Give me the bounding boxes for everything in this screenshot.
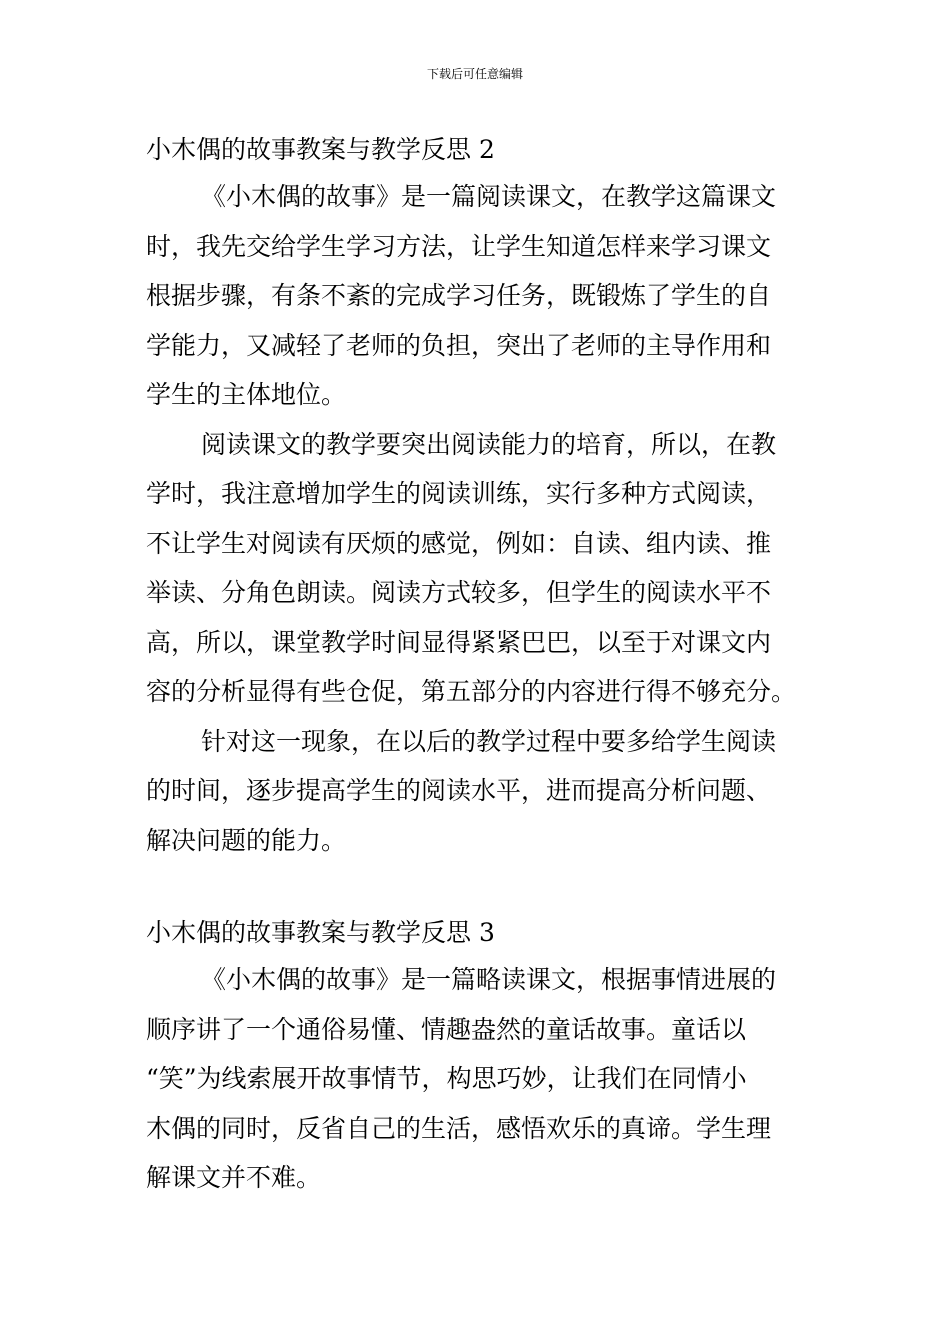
paragraph-4 bbox=[146, 955, 806, 1203]
paragraph-line: 解决问题的能力。 bbox=[146, 825, 347, 855]
paragraph-line: 阅读课文的教学要突出阅读能力的培育，所以，在教 bbox=[201, 429, 777, 459]
section-2 bbox=[146, 911, 806, 1203]
paragraph-3 bbox=[146, 717, 806, 866]
paragraph-line: 解课文并不难。 bbox=[146, 1163, 322, 1192]
paragraph-line: 不让学生对阅读有厌烦的感觉，例如：自读、组内读、推 bbox=[146, 528, 772, 558]
paragraph-line: 《小木偶的故事》是一篇略读课文，根据事情进展的 bbox=[201, 965, 777, 994]
paragraph-line: 木偶的同时，反省自己的生活，感悟欢乐的真谛。学生理 bbox=[146, 1113, 772, 1143]
paragraph-line: 举读、分角色朗读。阅读方式较多，但学生的阅读水平不 bbox=[146, 578, 772, 607]
section-gap bbox=[146, 865, 806, 911]
paragraph-line: 时，我先交给学生学习方法，让学生知道怎样来学习课文 bbox=[146, 231, 772, 261]
section-title: 小木偶的故事教案与教学反思 3 bbox=[146, 918, 495, 947]
section-title: 小木偶的故事教案与教学反思 2 bbox=[146, 135, 495, 164]
paragraph-line: 顺序讲了一个通俗易懂、情趣盎然的童话故事。童话以 bbox=[146, 1014, 747, 1044]
paragraph-line: 学时，我注意增加学生的阅读训练，实行多种方式阅读， bbox=[146, 479, 772, 508]
section-1 bbox=[146, 128, 806, 865]
paragraph-2 bbox=[146, 420, 806, 717]
paragraph-line: 学生的主体地位。 bbox=[146, 380, 347, 409]
paragraph-1 bbox=[146, 172, 806, 420]
paragraph-line: 《小木偶的故事》是一篇阅读课文，在教学这篇课文 bbox=[201, 182, 777, 211]
document-body bbox=[146, 128, 806, 1203]
paragraph-line: “笑”为线索展开故事情节，构思巧妙，让我们在同情小 bbox=[146, 1064, 747, 1093]
page-header: 下载后可任意编辑 bbox=[426, 67, 523, 81]
paragraph-line: 的时间，逐步提高学生的阅读水平，进而提高分析问题、 bbox=[146, 776, 772, 805]
paragraph-line: 高，所以，课堂教学时间显得紧紧巴巴，以至于对课文内 bbox=[146, 627, 772, 657]
paragraph-line: 学能力，又减轻了老师的负担，突出了老师的主导作用和 bbox=[146, 330, 772, 360]
paragraph-line: 根据步骤，有条不紊的完成学习任务，既锻炼了学生的自 bbox=[146, 281, 772, 310]
paragraph-line: 针对这一现象，在以后的教学过程中要多给学生阅读 bbox=[201, 726, 777, 756]
paragraph-line: 容的分析显得有些仓促，第五部分的内容进行得不够充分。 bbox=[146, 677, 797, 706]
